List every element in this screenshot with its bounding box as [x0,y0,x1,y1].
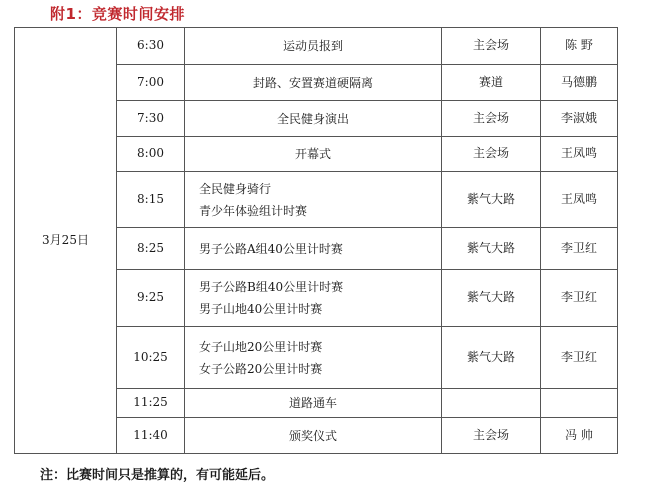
person-cell [541,389,618,418]
event-line: 女子公路20公里计时赛 [199,361,323,376]
person-cell: 李卫红 [541,327,618,389]
event-line: 全民健身演出 [276,111,349,126]
person-cell: 李卫红 [541,270,618,327]
time-cell: 8:15 [117,172,185,228]
person-cell: 李卫红 [541,228,618,270]
time-cell: 9:25 [117,270,185,327]
venue-cell: 紫气大路 [442,228,541,270]
time-cell: 6:30 [117,28,185,65]
event-cell [185,28,442,65]
event-line: 封路、安置赛道硬隔离 [252,75,373,90]
event-line: 女子山地20公里计时赛 [199,339,323,354]
person-cell: 冯 帅 [541,418,618,454]
footnote: 注：比赛时间只是推算的，有可能延后。 [40,468,275,483]
table-row [15,28,618,65]
event-cell [185,389,442,418]
event-line: 运动员报到 [282,39,343,53]
event-line: 颁奖仪式 [288,428,337,443]
time-cell: 11:40 [117,418,185,454]
event-cell [185,327,442,389]
page-heading: 附1：竞赛时间安排 [50,5,185,23]
time-cell: 8:25 [117,228,185,270]
venue-cell: 赛道 [442,65,541,101]
venue-cell: 主会场 [442,101,541,137]
event-line: 男子山地40公里计时赛 [199,302,323,316]
event-line: 青少年体验组计时赛 [199,203,308,218]
time-cell: 10:25 [117,327,185,389]
event-cell [185,270,442,327]
date-cell: 3月25日 [15,28,117,454]
person-cell: 陈 野 [541,28,618,65]
event-line: 全民健身骑行 [199,181,272,196]
time-cell: 7:00 [117,65,185,101]
person-cell: 王凤鸣 [541,137,618,172]
event-cell [185,137,442,172]
time-cell: 7:30 [117,101,185,137]
venue-cell: 紫气大路 [442,327,541,389]
event-line: 男子公路A组40公里计时赛 [199,241,343,256]
event-cell [185,228,442,270]
venue-cell [442,389,541,418]
event-line: 男子公路B组40公里计时赛 [199,280,344,294]
schedule-table [14,27,618,454]
person-cell: 马德鹏 [541,65,618,101]
time-cell: 11:25 [117,389,185,418]
event-cell [185,65,442,101]
event-cell [185,172,442,228]
venue-cell: 主会场 [442,28,541,65]
time-cell: 8:00 [117,137,185,172]
event-line: 开幕式 [294,147,331,161]
event-cell [185,418,442,454]
venue-cell: 主会场 [442,137,541,172]
venue-cell: 紫气大路 [442,172,541,228]
event-line: 道路通车 [288,396,337,410]
venue-cell: 主会场 [442,418,541,454]
person-cell: 王凤鸣 [541,172,618,228]
event-cell [185,101,442,137]
venue-cell: 紫气大路 [442,270,541,327]
person-cell: 李淑娥 [541,101,618,137]
